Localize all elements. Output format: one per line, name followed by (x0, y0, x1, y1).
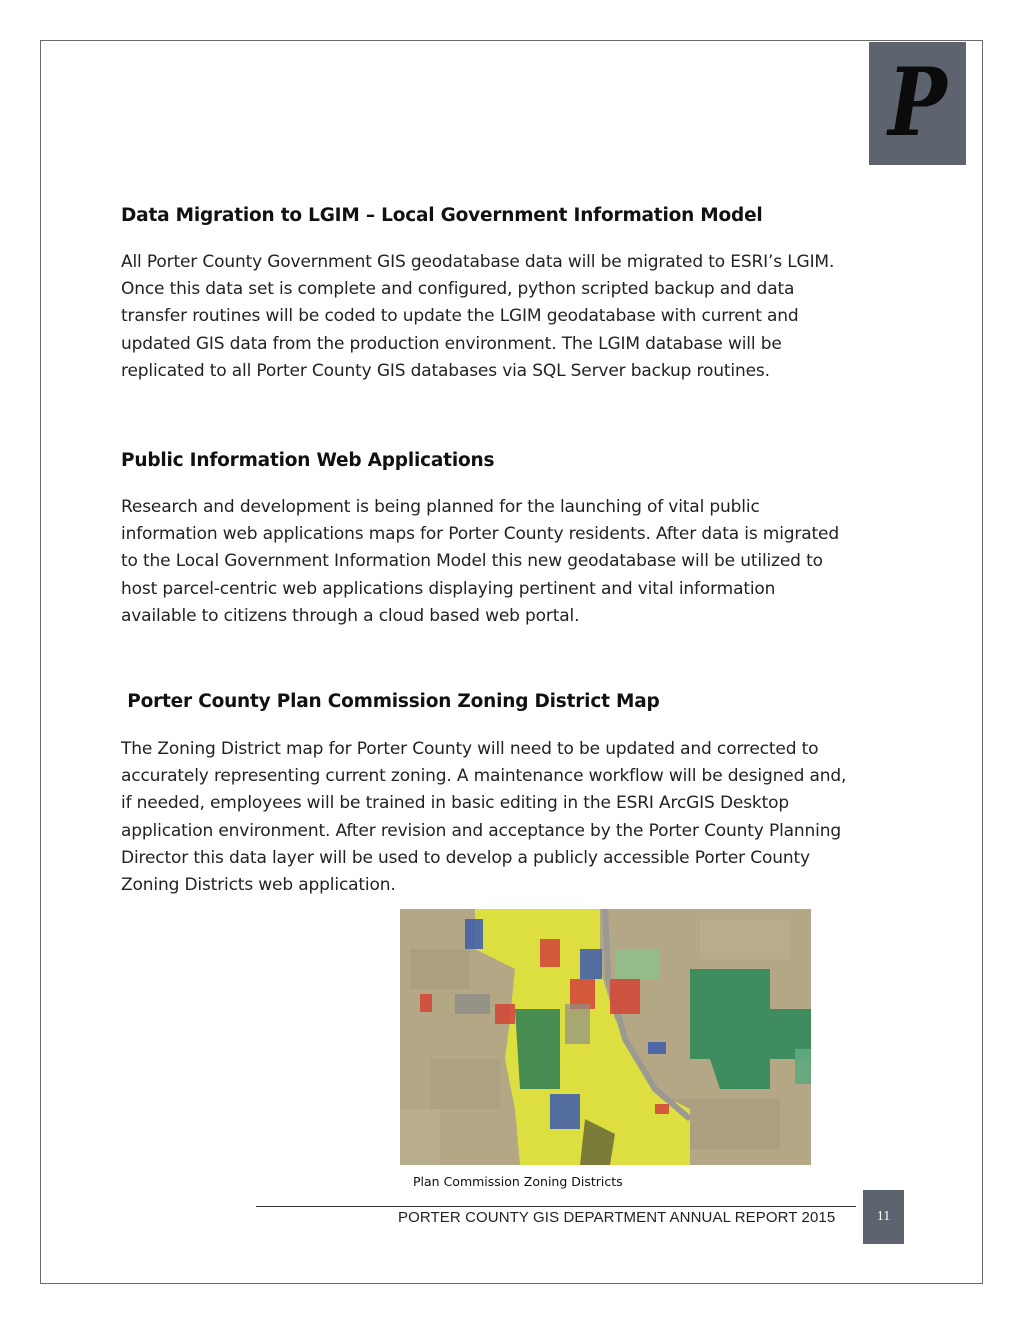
commercial-zone (495, 1004, 515, 1024)
agricultural-zone-central (515, 1009, 560, 1089)
paragraph-line: Director this data layer will be used to develop a publicly accessible Porter County (121, 847, 810, 868)
zoning-district-map (400, 909, 811, 1165)
industrial-zone (550, 1094, 580, 1129)
figure-caption: Plan Commission Zoning Districts (413, 1174, 623, 1189)
section-heading-data-migration: Data Migration to LGIM – Local Government Information Model (121, 205, 763, 226)
light-green-zone (615, 949, 660, 979)
zoning-map-graphic (400, 909, 811, 1165)
paragraph-line: transfer routines will be coded to update the LGIM geodatabase with current and (121, 306, 799, 327)
logo (869, 42, 966, 165)
paragraph-line: host parcel-centric web applications displaying pertinent and vital information (121, 578, 776, 599)
commercial-zone (655, 1104, 669, 1114)
section-heading-zoning-map: Porter County Plan Commission Zoning District Map (121, 691, 660, 712)
industrial-zone (648, 1042, 666, 1054)
section-heading-public-info: Public Information Web Applications (121, 450, 495, 471)
paragraph-line: information web applications maps for Porter County residents. After data is migrated (121, 524, 839, 545)
paragraph-line: if needed, employees will be trained in basic editing in the ESRI ArcGIS Desktop (121, 793, 790, 814)
paragraph-line: to the Local Government Information Model this new geodatabase will be utilized to (121, 551, 823, 572)
paragraph-line: All Porter County Government GIS geodatabase data will be migrated to ESRI’s LGIM. (121, 252, 835, 272)
industrial-zone (580, 949, 602, 979)
paragraph-line: Zoning Districts web application. (121, 875, 396, 896)
light-green-zone-edge (795, 1049, 811, 1084)
paragraph-line: Research and development is being planned for the launching of vital public (121, 497, 760, 517)
commercial-zone (540, 939, 560, 967)
paragraph-line: application environment. After revision and acceptance by the Porter County Planning (121, 820, 842, 841)
footer-report-title: PORTER COUNTY GIS DEPARTMENT ANNUAL REPORT 2015 (398, 1209, 836, 1226)
industrial-zone (465, 919, 483, 949)
commercial-zone (420, 994, 432, 1012)
paragraph-line: The Zoning District map for Porter County will need to be updated and corrected to (121, 739, 819, 759)
commercial-zone (610, 979, 640, 1014)
paragraph-line: replicated to all Porter County GIS databases via SQL Server backup routines. (121, 360, 770, 381)
paragraph-line: accurately representing current zoning. A maintenance workflow will be designed and, (121, 766, 847, 787)
paragraph-public-info (121, 494, 921, 630)
urban-area (455, 994, 490, 1014)
page-number: 11 (876, 1209, 891, 1224)
logo-letter: P (888, 48, 947, 158)
paragraph-zoning-map (121, 736, 921, 899)
urban-area (565, 1004, 590, 1044)
footer-rule (256, 1206, 856, 1207)
paragraph-line: Once this data set is complete and configured, python scripted backup and data (121, 279, 795, 300)
paragraph-line: updated GIS data from the production environment. The LGIM database will be (121, 333, 782, 354)
page-number-badge (863, 1190, 904, 1244)
paragraph-line: available to citizens through a cloud based web portal. (121, 605, 580, 626)
paragraph-data-migration (121, 249, 921, 385)
